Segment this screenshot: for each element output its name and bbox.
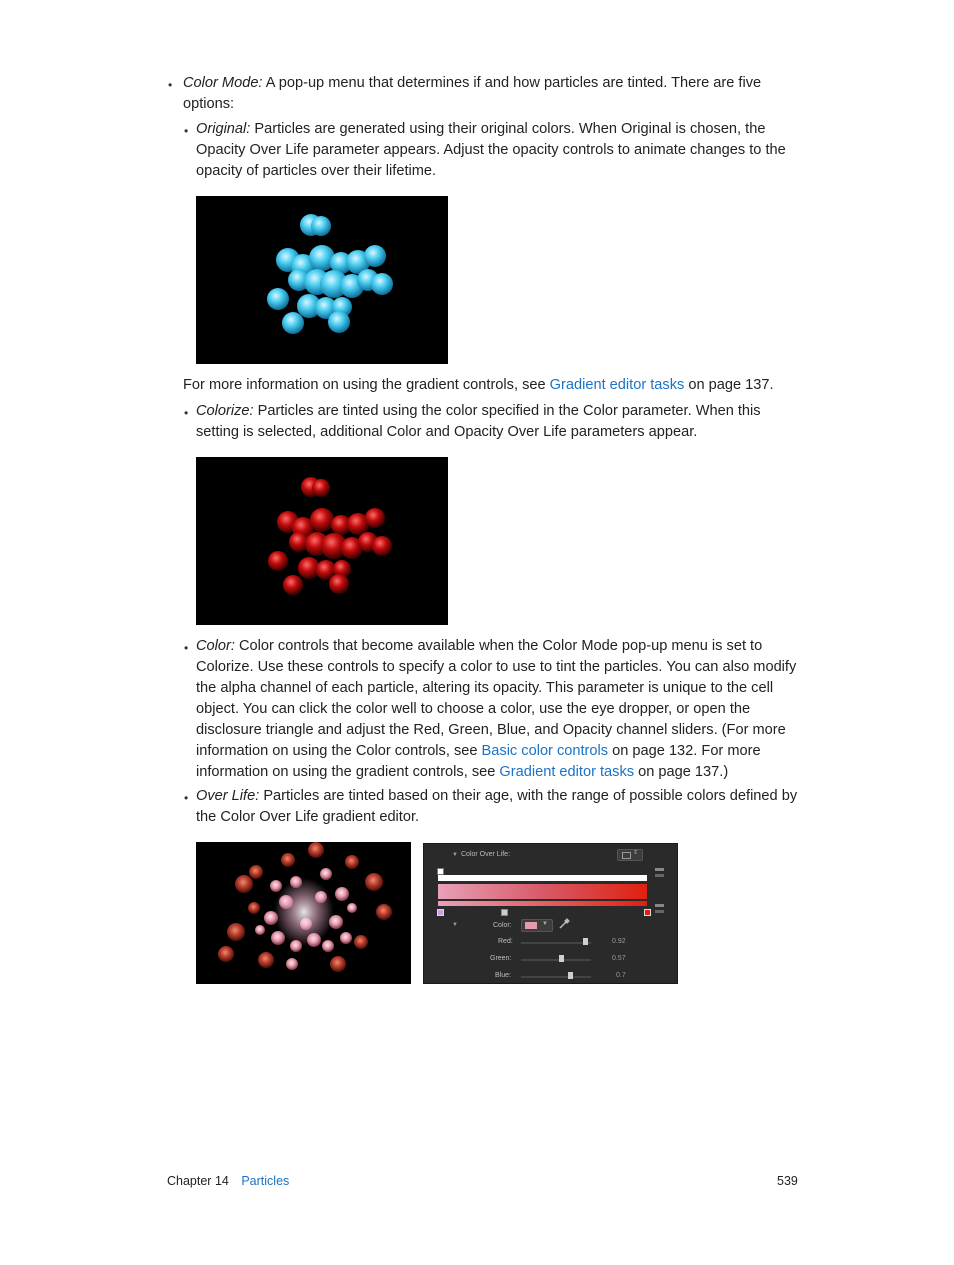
cyan-particle <box>364 245 386 267</box>
color-tag-end[interactable] <box>644 909 651 916</box>
red-particle <box>365 508 385 528</box>
bullet: • <box>184 406 189 420</box>
preset-popup[interactable] <box>617 849 643 861</box>
original-term: Original: <box>196 121 251 137</box>
cyan-particle <box>328 311 350 333</box>
red-label: Red: <box>498 938 513 945</box>
gradient-editor-tasks-link[interactable]: Gradient editor tasks <box>549 377 685 393</box>
over-life-paragraph <box>196 786 816 828</box>
color-line-7: information on using the gradient controls, see <box>196 764 500 780</box>
red-particle <box>283 575 303 595</box>
red-value[interactable]: 0.92 <box>612 938 626 945</box>
over-life-particles-image <box>196 842 411 984</box>
popup-arrows-icon: ⇕ <box>633 850 639 856</box>
color-disclosure-icon[interactable]: ▼ <box>452 922 458 928</box>
bullet: • <box>168 78 173 92</box>
chapter-link[interactable]: Particles <box>241 1174 290 1188</box>
pink-particle <box>286 958 298 970</box>
basic-color-controls-link[interactable]: Basic color controls <box>481 743 609 759</box>
pink-particle <box>347 903 357 913</box>
color-mode-text: A pop-up menu that determines if and how particles are tinted. There are five <box>262 75 762 91</box>
eyedropper-icon[interactable] <box>558 918 570 930</box>
gradient-note <box>183 375 803 396</box>
pink-particle <box>376 904 392 920</box>
opacity-tag[interactable] <box>437 868 444 875</box>
color-mode-text-2: options: <box>183 96 235 112</box>
pink-particle <box>365 873 383 891</box>
blue-slider[interactable] <box>521 976 591 978</box>
red-particle <box>329 574 349 594</box>
color-line-3: the alpha channel of each particle, altering its opacity. This parameter is unique to the cell <box>196 680 774 696</box>
red-particle <box>312 479 330 497</box>
over-life-line-2: the Color Over Life gradient editor. <box>196 809 420 825</box>
blue-value[interactable]: 0.7 <box>616 972 626 979</box>
opacity-gradient-bar[interactable] <box>438 875 647 881</box>
original-paragraph <box>196 119 816 182</box>
cyan-particle <box>282 312 304 334</box>
gradient-menu-icon[interactable] <box>655 874 664 877</box>
gradient-menu-icon[interactable] <box>655 904 664 907</box>
red-particles-svg <box>196 457 448 625</box>
gradient-note-page: on page 137. <box>684 377 774 393</box>
green-slider[interactable] <box>521 959 591 961</box>
original-line-3: opacity of particles over their lifetime. <box>196 163 437 179</box>
color-line-1: Color controls that become available when the Color Mode pop-up menu is set to <box>234 638 763 654</box>
pink-particle <box>354 935 368 949</box>
red-particle <box>310 508 334 532</box>
color-over-life-panel <box>423 843 678 984</box>
color-tag-mid[interactable] <box>501 909 508 916</box>
pink-particle <box>270 880 282 892</box>
over-life-line-1: Particles are tinted based on their age, with the range of possible colors defined by <box>259 788 798 804</box>
color-term: Color: <box>196 638 235 654</box>
gradient-menu-icon[interactable] <box>655 910 664 913</box>
color-paragraph <box>196 636 816 783</box>
green-label: Green: <box>490 955 512 962</box>
color-gradient-bar[interactable] <box>438 884 647 899</box>
original-line-2: Opacity Over Life parameter appears. Adjust the opacity controls to animate changes to the <box>196 142 786 158</box>
gradient-menu-icon[interactable] <box>655 868 664 871</box>
pink-particle <box>218 946 234 962</box>
pink-particle <box>249 865 263 879</box>
color-line-2: Colorize. Use these controls to specify a color to use to tint the particles. You can also modify <box>196 659 797 675</box>
cyan-particle <box>311 216 331 236</box>
panel-title: Color Over Life: <box>461 851 511 858</box>
cyan-particle <box>267 288 289 310</box>
pink-particle <box>235 875 253 893</box>
original-particles-image <box>196 196 448 364</box>
bullet: • <box>184 791 189 805</box>
cyan-particles-svg <box>196 196 448 364</box>
color-mode-term: Color Mode: <box>183 75 263 91</box>
red-particle <box>268 551 288 571</box>
colorize-particles-image <box>196 457 448 625</box>
color-swatch <box>525 922 537 929</box>
pink-particles-svg <box>196 842 411 984</box>
pink-particle <box>258 952 274 968</box>
bullet: • <box>184 641 189 655</box>
pink-particle <box>255 925 265 935</box>
red-slider-thumb[interactable] <box>583 938 588 945</box>
colorize-line-2: setting is selected, additional Color and Opacity Over Life parameters appear. <box>196 424 698 440</box>
pink-particle <box>345 855 359 869</box>
over-life-term: Over Life: <box>196 788 260 804</box>
color-tag-start[interactable] <box>437 909 444 916</box>
blue-slider-thumb[interactable] <box>568 972 573 979</box>
gradient-note-text: For more information on using the gradient controls, see <box>183 377 550 393</box>
colorize-term: Colorize: <box>196 403 254 419</box>
blue-label: Blue: <box>495 972 511 979</box>
page-number: 539 <box>777 1174 798 1188</box>
green-slider-thumb[interactable] <box>559 955 564 962</box>
chapter-label: Chapter 14 <box>167 1174 229 1188</box>
color-label: Color: <box>493 922 512 929</box>
color-well-arrow-icon: ▼ <box>542 921 548 927</box>
pink-particle <box>322 940 334 952</box>
pink-particle <box>340 932 352 944</box>
footer-chapter <box>167 1174 289 1188</box>
color-line-7-post: on page 137.) <box>634 764 729 780</box>
pink-particle <box>335 887 349 901</box>
color-mode-paragraph <box>183 73 803 115</box>
bullet: • <box>184 124 189 138</box>
color-line-5: disclosure triangle and adjust the Red, Green, Blue, and Opacity channel sliders. (For more <box>196 722 786 738</box>
preset-icon <box>622 852 631 859</box>
color-line-6: information on using the Color controls, see <box>196 743 482 759</box>
pink-particle <box>330 956 346 972</box>
colorize-line-1: Particles are tinted using the color specified in the Color parameter. When this <box>253 403 761 419</box>
cyan-particle <box>371 273 393 295</box>
colorize-paragraph <box>196 401 816 443</box>
pink-particle <box>308 842 324 858</box>
red-slider[interactable] <box>521 942 591 944</box>
pink-particle <box>320 868 332 880</box>
green-value[interactable]: 0.57 <box>612 955 626 962</box>
pink-particle <box>248 902 260 914</box>
color-well[interactable] <box>521 919 553 932</box>
gradient-editor-tasks-link-2[interactable]: Gradient editor tasks <box>499 764 635 780</box>
color-line-4: object. You can click the color well to choose a color, use the eye dropper, or open the <box>196 701 751 717</box>
pink-particle <box>281 853 295 867</box>
disclosure-triangle-icon[interactable]: ▼ <box>452 852 458 858</box>
color-line-6-post: on page 132. For more <box>608 743 761 759</box>
red-particle <box>372 536 392 556</box>
original-line-1: Particles are generated using their original colors. When Original is chosen, the <box>250 121 766 137</box>
color-gradient-strip <box>438 901 647 906</box>
pink-particle <box>227 923 245 941</box>
center-glow <box>274 878 334 946</box>
